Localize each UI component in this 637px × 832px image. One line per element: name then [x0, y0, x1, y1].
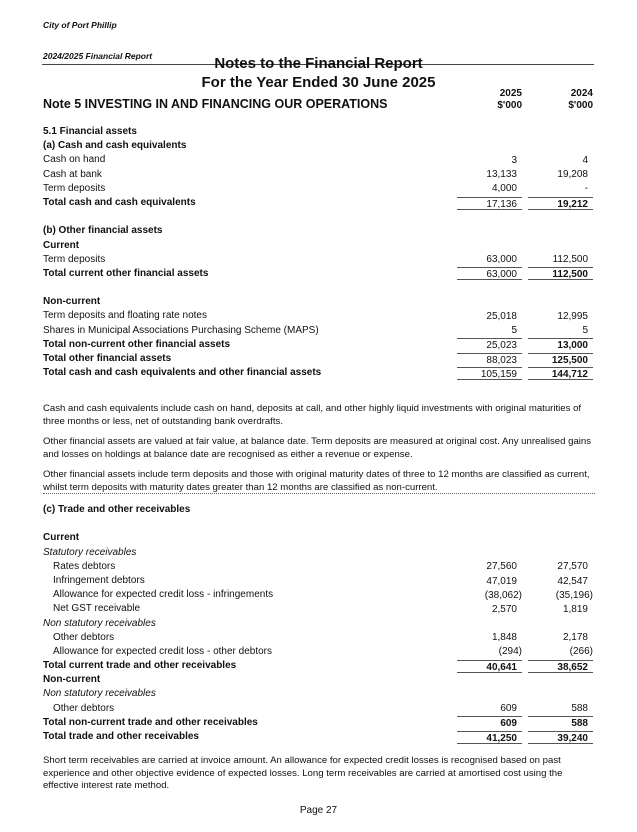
value-2024: 2,178 — [562, 632, 588, 644]
value-2025: 17,136 — [457, 197, 522, 210]
organization-name: City of Port Phillip — [43, 20, 117, 30]
row-label: (c) Trade and other receivables — [43, 504, 191, 515]
row-label: (b) Other financial assets — [43, 225, 163, 237]
row-label: Net GST receivable — [53, 603, 141, 615]
unit-header-2025: $'000 — [497, 100, 522, 111]
value-2025: 105,159 — [457, 367, 522, 380]
value-2024: (35,196) — [555, 589, 593, 601]
row-label: Non statutory receivables — [43, 617, 156, 629]
section-heading — [43, 125, 594, 139]
table-row — [43, 602, 594, 616]
total-row — [43, 659, 594, 673]
value-2024: 12,995 — [557, 311, 588, 323]
total-row — [43, 366, 594, 380]
row-label: Non statutory receivables — [43, 688, 156, 700]
section-heading — [43, 673, 594, 687]
page-number: Page 27 — [299, 805, 338, 816]
report-name: 2024/2025 Financial Report — [43, 51, 153, 61]
column-header-2025: 2025 — [499, 88, 522, 99]
row-label: Total non-current trade and other receivables — [43, 716, 258, 728]
value-2025: 4,000 — [491, 183, 517, 195]
value-2025: 3 — [511, 154, 517, 166]
total-row — [43, 730, 594, 744]
section-heading — [43, 546, 594, 560]
row-label: Total non-current other financial assets — [43, 338, 231, 350]
value-2025: 63,000 — [486, 254, 517, 266]
row-label: Allowance for expected credit loss - infringements — [53, 589, 274, 601]
value-2025: 5 — [511, 325, 517, 337]
value-2024: 112,500 — [528, 267, 593, 280]
value-2024: 38,652 — [528, 660, 593, 673]
page-title: Notes to the Financial Report — [214, 55, 423, 72]
paragraph: Other financial assets are valued at fair value, at balance date. Term deposits are measured at original cost. Any unrealised gains and losses on holdings at balance date are recognised as either a revenue or expense. — [43, 436, 592, 460]
total-row — [43, 716, 594, 730]
table-row — [43, 168, 594, 182]
total-row — [43, 267, 594, 281]
value-2024: 4 — [582, 154, 588, 166]
row-label: 5.1 Financial assets — [43, 126, 137, 137]
value-2024: 27,570 — [557, 561, 588, 573]
value-2024: 5 — [582, 325, 588, 337]
spacer — [43, 210, 594, 224]
row-label: Total cash and cash equivalents — [43, 196, 196, 208]
total-row — [43, 352, 594, 366]
section-heading — [43, 239, 594, 253]
table-row — [43, 309, 594, 323]
total-row — [43, 338, 594, 352]
row-label: Term deposits — [43, 182, 106, 194]
value-2024: 42,547 — [557, 575, 588, 587]
table-row — [43, 702, 594, 716]
value-2025: 41,250 — [457, 731, 522, 744]
row-label: Other debtors — [53, 631, 115, 643]
section-heading — [43, 687, 594, 701]
value-2025: 25,018 — [486, 311, 517, 323]
value-2024: 19,212 — [528, 197, 593, 210]
column-header-2024: 2024 — [570, 88, 593, 99]
row-label: (a) Cash and cash equivalents — [43, 140, 187, 152]
value-2024: 19,208 — [557, 169, 588, 181]
value-2025: 88,023 — [457, 353, 522, 366]
row-label: Total other financial assets — [43, 353, 172, 364]
row-label: Cash at bank — [43, 168, 102, 180]
row-label: Infringement debtors — [53, 574, 145, 586]
value-2024: 112,500 — [552, 254, 588, 266]
note-title: Note 5 INVESTING IN AND FINANCING OUR OPERATIONS — [43, 97, 388, 111]
row-label: Total cash and cash equivalents and other financial assets — [43, 367, 322, 379]
row-label: Statutory receivables — [43, 546, 137, 558]
row-label: Non-current — [43, 296, 101, 308]
value-2025: 40,641 — [457, 660, 522, 673]
section-heading — [43, 224, 594, 238]
value-2025: (294) — [498, 646, 522, 658]
value-2025: 2,570 — [491, 603, 517, 615]
value-2025: 27,560 — [486, 561, 517, 573]
row-label: Cash on hand — [43, 154, 106, 166]
row-label: Shares in Municipal Associations Purchasing Scheme (MAPS) — [43, 324, 319, 336]
table-row — [43, 253, 594, 267]
value-2025: 13,133 — [486, 169, 517, 181]
row-label: Current — [43, 532, 80, 544]
section-heading — [43, 531, 594, 545]
paragraph: Short term receivables are carried at invoice amount. An allowance for expected credit losses is recognised based on past experience and other objective evidence of expected losses. Long term receivables are carried at amortised cost using the effective interest rate method. — [43, 755, 563, 791]
spacer — [43, 281, 594, 295]
row-label: Total trade and other receivables — [43, 731, 199, 742]
paragraph: Cash and cash equivalents include cash on hand, deposits at call, and other highly liquid investments with original maturities of three months or less, net of outstanding bank overdrafts. — [43, 403, 582, 427]
value-2025: 63,000 — [457, 267, 522, 280]
row-label: Term deposits — [43, 253, 106, 265]
value-2024: 1,819 — [562, 603, 588, 615]
table-row — [43, 560, 594, 574]
paragraph: Other financial assets include term deposits and those with original maturity dates of three to 12 months are classified as current, whilst term deposits with maturity dates greater than 12 months are classified as non-current. — [43, 469, 590, 493]
value-2024: 144,712 — [528, 367, 593, 380]
table-row — [43, 182, 594, 196]
table-row — [43, 574, 594, 588]
receivables-table — [43, 503, 594, 744]
row-label: Allowance for expected credit loss - other debtors — [53, 645, 272, 657]
row-label: Total current trade and other receivables — [43, 660, 237, 672]
unit-header-2024: $'000 — [568, 100, 593, 111]
value-2024: - — [584, 183, 588, 195]
total-row — [43, 196, 594, 210]
value-2024: 588 — [528, 716, 593, 729]
value-2025: 609 — [457, 716, 522, 729]
row-label: Rates debtors — [53, 560, 116, 572]
value-2024: 588 — [571, 703, 588, 715]
section-heading — [43, 139, 594, 153]
row-label: Non-current — [43, 674, 101, 686]
section-heading — [43, 295, 594, 309]
table-row — [43, 324, 594, 338]
row-label: Term deposits and floating rate notes — [43, 310, 207, 322]
section-heading — [43, 503, 594, 517]
value-2025: 47,019 — [486, 575, 517, 587]
value-2025: (38,062) — [484, 589, 522, 601]
value-2024: 125,500 — [528, 353, 593, 366]
value-2025: 1,848 — [491, 632, 517, 644]
row-label: Total current other financial assets — [43, 267, 209, 279]
row-label: Current — [43, 239, 80, 251]
financial-assets-table — [43, 125, 594, 380]
table-row — [43, 645, 594, 659]
table-row — [43, 631, 594, 645]
page-subtitle: For the Year Ended 30 June 2025 — [201, 74, 436, 91]
value-2025: 609 — [500, 703, 517, 715]
value-2024: (266) — [569, 646, 593, 658]
row-label: Other debtors — [53, 702, 115, 714]
table-row — [43, 588, 594, 602]
dotted-divider — [43, 493, 595, 494]
spacer — [43, 517, 594, 531]
value-2025: 25,023 — [457, 338, 522, 351]
value-2024: 39,240 — [528, 731, 593, 744]
value-2024: 13,000 — [528, 338, 593, 351]
section-heading — [43, 617, 594, 631]
table-row — [43, 153, 594, 167]
